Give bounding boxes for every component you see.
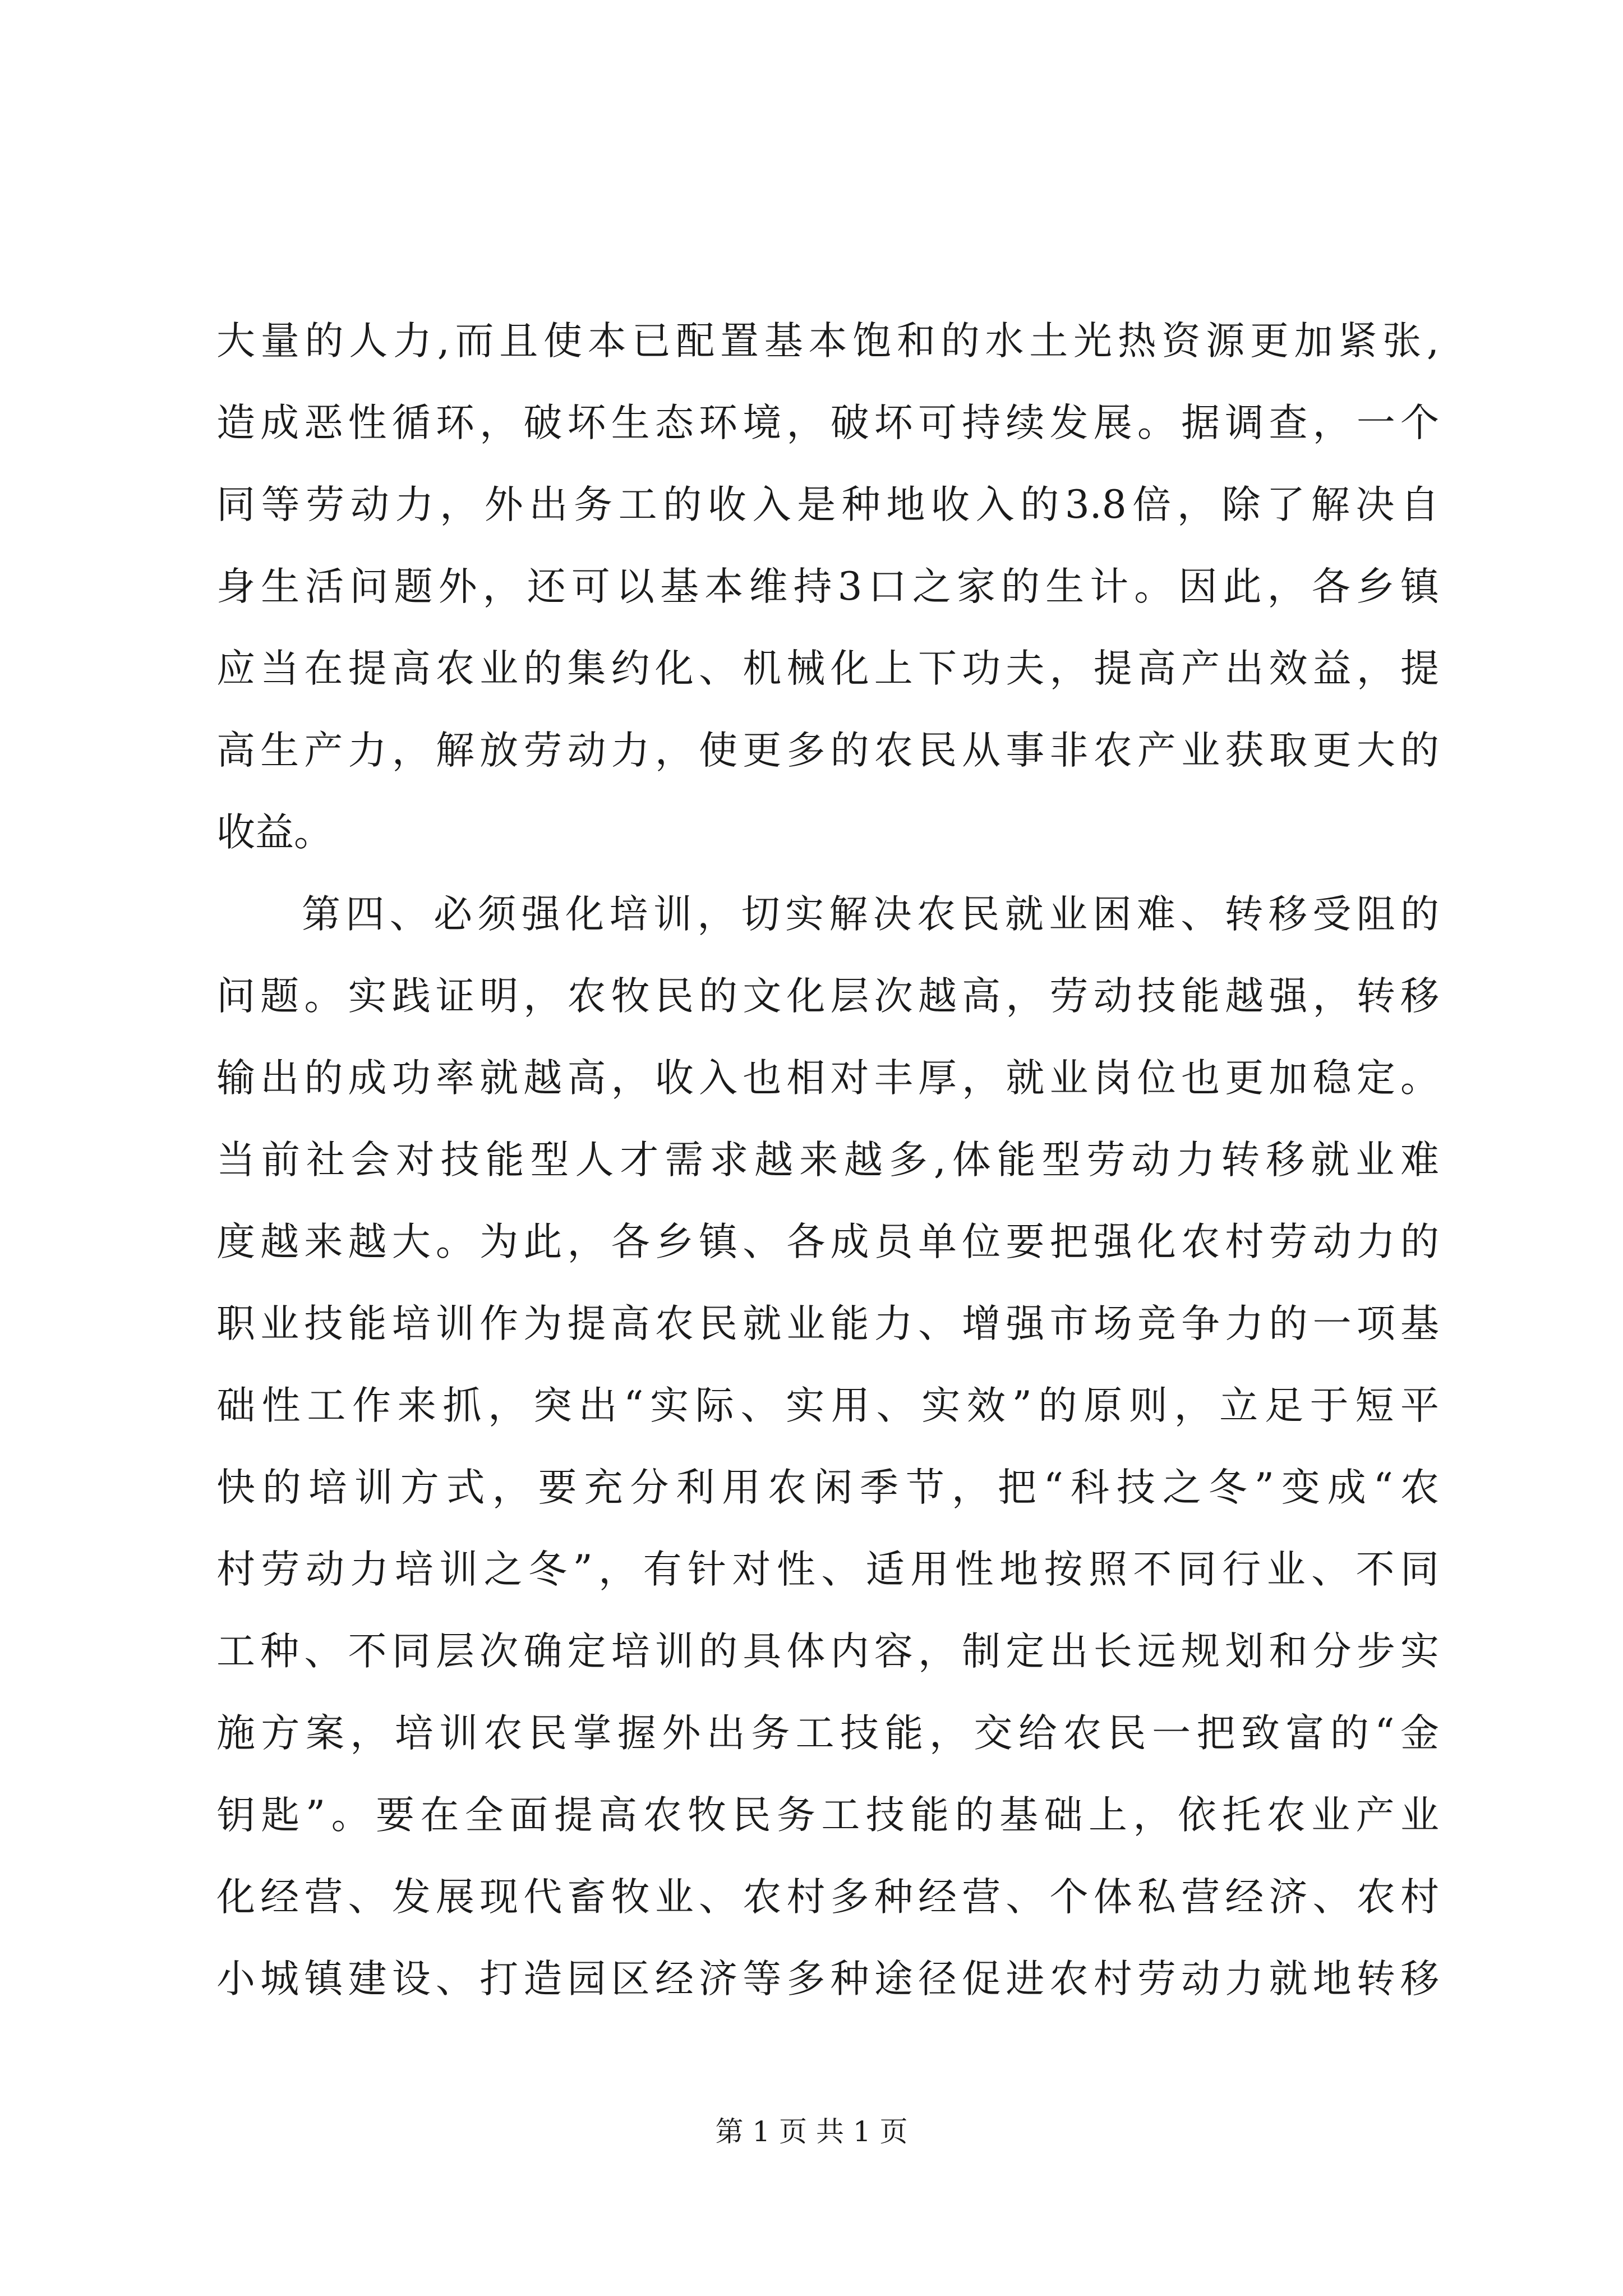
text-line: 身生活问题外，还可以基本维持3口之家的生计。因此，各乡镇	[216, 564, 1439, 609]
paragraph-start-line: 第四、必须强化培训，切实解决农民就业困难、转移受阻的	[302, 892, 1439, 937]
text-line: 化经营、发展现代畜牧业、农村多种经营、个体私营经济、农村	[216, 1875, 1439, 1920]
text-line: 造成恶性循环，破坏生态环境，破坏可持续发展。据调查，一个	[216, 401, 1439, 445]
text-line: 职业技能培训作为提高农民就业能力、增强市场竞争力的一项基	[216, 1301, 1439, 1346]
text-line: 输出的成功率就越高，收入也相对丰厚，就业岗位也更加稳定。	[216, 1056, 1439, 1101]
text-line: 大量的人力,而且使本已配置基本饱和的水土光热资源更加紧张,	[216, 319, 1439, 364]
text-line: 施方案，培训农民掌握外出务工技能，交给农民一把致富的“金	[216, 1711, 1439, 1756]
text-line: 同等劳动力，外出务工的收入是种地收入的3.8倍，除了解决自	[216, 482, 1439, 527]
text-line: 当前社会对技能型人才需求越来越多,体能型劳动力转移就业难	[216, 1138, 1439, 1182]
text-line: 应当在提高农业的集约化、机械化上下功夫，提高产出效益，提	[216, 646, 1439, 691]
page-footer: 第 1 页 共 1 页	[715, 2115, 908, 2148]
text-line: 小城镇建设、打造园区经济等多种途径促进农村劳动力就地转移	[216, 1957, 1439, 2001]
text-line: 快的培训方式，要充分利用农闲季节，把“科技之冬”变成“农	[216, 1465, 1439, 1510]
text-line: 度越来越大。为此，各乡镇、各成员单位要把强化农村劳动力的	[216, 1220, 1439, 1264]
text-line: 工种、不同层次确定培训的具体内容，制定出长远规划和分步实	[216, 1629, 1439, 1674]
text-line: 村劳动力培训之冬”，有针对性、适用性地按照不同行业、不同	[216, 1547, 1439, 1592]
text-line: 问题。实践证明，农牧民的文化层次越高，劳动技能越强，转移	[216, 974, 1439, 1019]
text-line: 钥匙”。要在全面提高农牧民务工技能的基础上，依托农业产业	[216, 1793, 1439, 1838]
text-line: 高生产力，解放劳动力，使更多的农民从事非农产业获取更大的	[216, 728, 1439, 773]
text-line: 础性工作来抓，突出“实际、实用、实效”的原则，立足于短平	[216, 1383, 1439, 1428]
body-text	[216, 300, 1439, 2020]
text-line: 收益。	[216, 810, 333, 855]
